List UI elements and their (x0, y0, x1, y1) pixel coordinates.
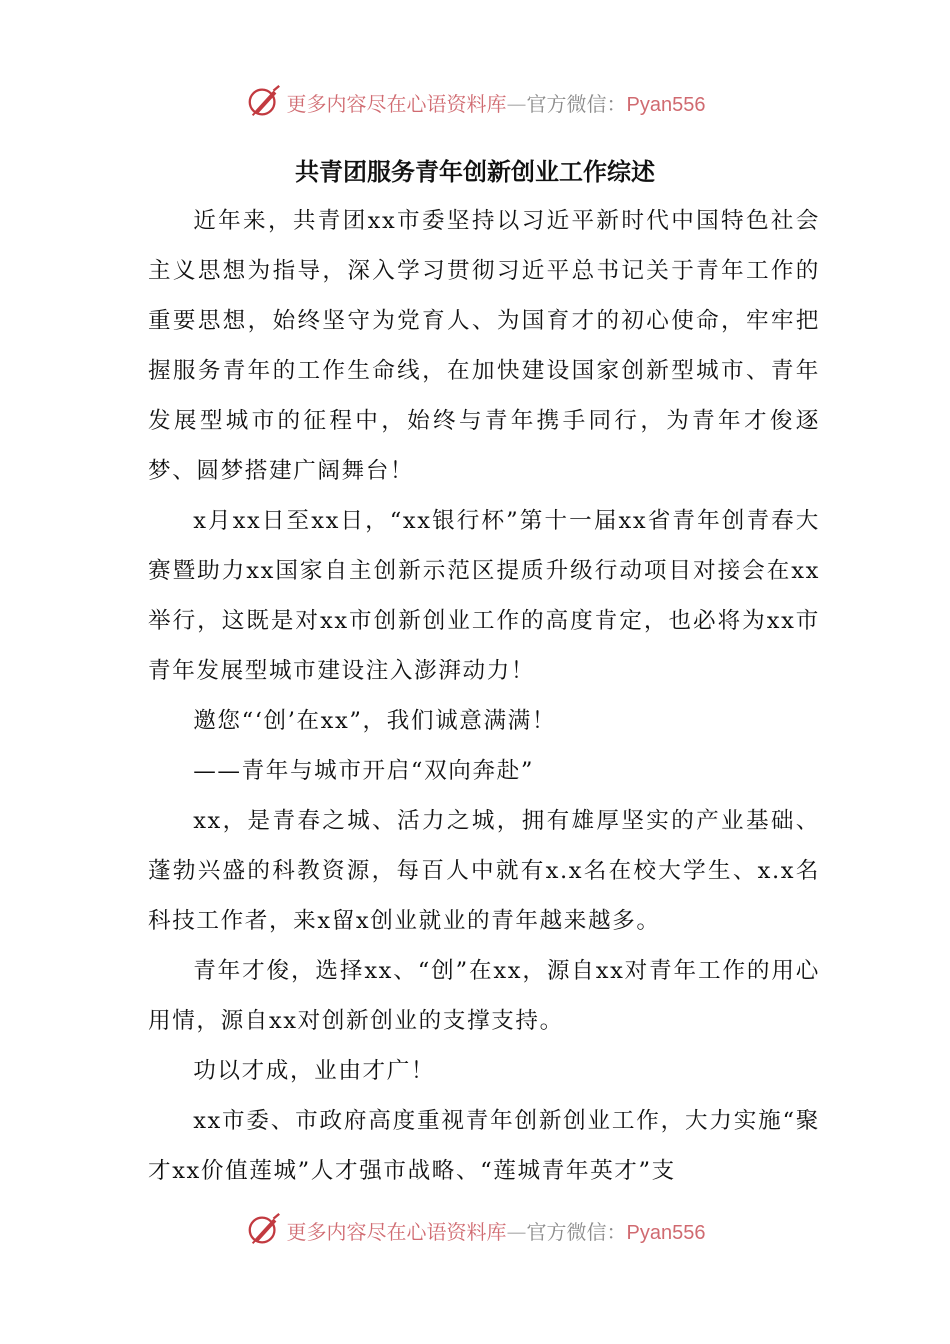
watermark-wechat-label: 官方微信： (526, 91, 627, 116)
paragraph-subheading: ——青年与城市开启“双向奔赴” (193, 758, 535, 784)
paragraph-motto: 功以才成，业由才广！ (193, 1058, 436, 1084)
paragraph-event: x月xx日至xx日，“xx银行杯”第十一届xx省青年创青春大赛暨助力xx国家自主创新示范区提质升级行动项目对接会在xx举行，这既是对xx市创新创业工作的高度肯定，也必将为xx市青年发展型城市建设注入澎湃动力！ (148, 508, 820, 684)
paragraph-city: xx，是青春之城、活力之城，拥有雄厚坚实的产业基础、蓬勃兴盛的科教资源，每百人中就有x.x名在校大学生、x.x名科技工作者，来x留x创业就业的青年越来越多。 (148, 808, 820, 934)
watermark-wechat-label: 官方微信： (526, 1219, 627, 1244)
watermark-text (287, 88, 706, 117)
quill-pen-logo-icon (245, 1211, 283, 1249)
quill-pen-logo-icon (245, 83, 283, 121)
paragraph-intro: 近年来，共青团xx市委坚持以习近平新时代中国特色社会主义思想为指导，深入学习贯彻习近平总书记关于青年工作的重要思想，始终坚守为党育人、为国育才的初心使命，牢牢把握服务青年的工作生命线，在加快建设国家创新型城市、青年发展型城市的征程中，始终与青年携手同行，为青年才俊逐梦、圆梦搭建广阔舞台！ (148, 208, 820, 484)
watermark-brand: 更多内容尽在心语资料库 (286, 1219, 507, 1244)
paragraph-invite: 邀您“‘创’在xx”，我们诚意满满！ (193, 708, 557, 734)
document-body (148, 196, 820, 1196)
paragraph-policy: xx市委、市政府高度重视青年创新创业工作，大力实施“聚才xx价值莲城”人才强市战略、“莲城青年英才”支 (148, 1108, 820, 1184)
watermark-separator: — (506, 91, 527, 116)
watermark-separator: — (506, 1219, 527, 1244)
watermark-text (287, 1216, 706, 1245)
header-watermark-banner (0, 80, 950, 124)
paragraph-talent: 青年才俊，选择xx、“创”在xx，源自xx对青年工作的用心用情，源自xx对创新创业的支撑支持。 (148, 958, 820, 1034)
watermark-brand: 更多内容尽在心语资料库 (286, 91, 507, 116)
footer-watermark-banner (0, 1208, 950, 1252)
watermark-wechat-id: Pyan556 (626, 1221, 706, 1244)
document-title: 共青团服务青年创新创业工作综述 (295, 158, 655, 186)
watermark-wechat-id: Pyan556 (626, 93, 706, 116)
